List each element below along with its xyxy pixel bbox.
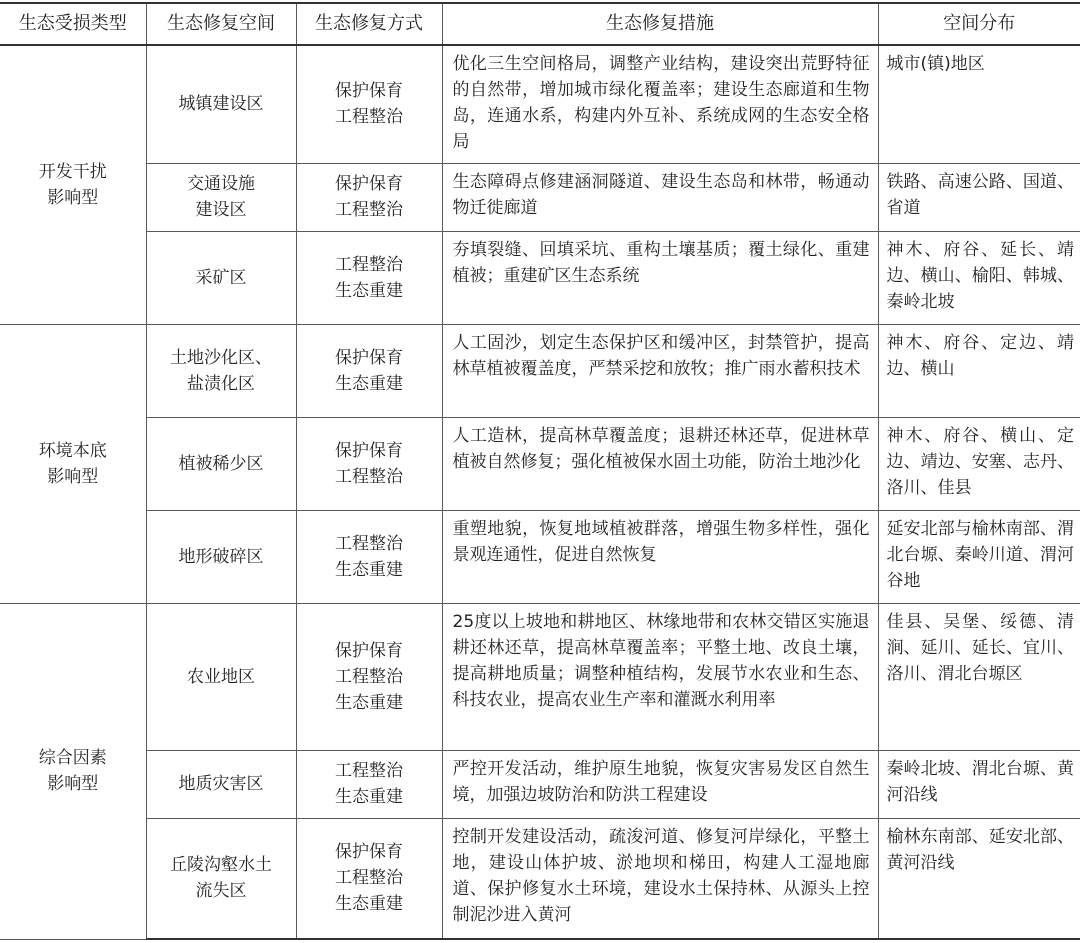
- table-row: [0, 417, 1080, 510]
- distribution-cell: 铁路、高速公路、国道、省道: [878, 163, 1080, 231]
- space-cell: 植被稀少区: [146, 417, 296, 510]
- distribution-cell: 延安北部与榆林南部、渭北台塬、秦岭川道、渭河谷地: [878, 510, 1080, 603]
- method-cell: 工程整治 生态重建: [296, 510, 442, 603]
- header-damage-type: 生态受损类型: [0, 3, 146, 45]
- distribution-cell: 榆林东南部、延安北部、黄河沿线: [878, 818, 1080, 939]
- measure-cell: 优化三生空间格局，调整产业结构，建设突出荒野特征的自然带，增加城市绿化覆盖率；建设生态廊道和生物岛，连通水系，构建内外互补、系统成网的生态安全格局: [442, 45, 878, 163]
- measure-cell: 25度以上坡地和耕地区、林缘地带和农林交错区实施退耕还林还草，提高林草覆盖率；平整土地、改良土壤，提高耕地质量；调整种植结构，发展节水农业和生态、科技农业，提高农业生产率和灌溉水利用率: [442, 603, 878, 750]
- table-row: [0, 231, 1080, 324]
- method-cell: 工程整治 生态重建: [296, 231, 442, 324]
- distribution-cell: 佳县、吴堡、绥德、清涧、延川、延长、宜川、洛川、渭北台塬区: [878, 603, 1080, 750]
- measure-cell: 控制开发建设活动，疏浚河道、修复河岸绿化，平整土地，建设山体护坡、淤地坝和梯田，构建人工湿地廊道、保护修复水土环境，建设水土保持林、从源头上控制泥沙进入黄河: [442, 818, 878, 939]
- table-row: [0, 163, 1080, 231]
- method-cell: 保护保育 生态重建: [296, 324, 442, 417]
- measure-cell: 人工造林，提高林草覆盖度；退耕还林还草，促进林草植被自然修复；强化植被保水固土功能，防治土地沙化: [442, 417, 878, 510]
- table-row: [0, 750, 1080, 818]
- distribution-cell: 神木、府谷、横山、定边、靖边、安塞、志丹、洛川、佳县: [878, 417, 1080, 510]
- method-cell: 保护保育 工程整治: [296, 163, 442, 231]
- method-cell: 保护保育 工程整治: [296, 417, 442, 510]
- table-row: [0, 603, 1080, 750]
- space-cell: 丘陵沟壑水土 流失区: [146, 818, 296, 939]
- distribution-cell: 秦岭北坡、渭北台塬、黄河沿线: [878, 750, 1080, 818]
- header-spatial-distribution: 空间分布: [878, 3, 1080, 45]
- method-cell: 保护保育 工程整治: [296, 45, 442, 163]
- table-header-row: [0, 3, 1080, 45]
- table-row: [0, 510, 1080, 603]
- space-cell: 土地沙化区、 盐渍化区: [146, 324, 296, 417]
- table-row: [0, 45, 1080, 163]
- distribution-cell: 城市(镇)地区: [878, 45, 1080, 163]
- measure-cell: 重塑地貌，恢复地域植被群落，增强生物多样性，强化景观连通性，促进自然恢复: [442, 510, 878, 603]
- damage-type-cell: 开发干扰 影响型: [0, 45, 146, 324]
- header-restoration-space: 生态修复空间: [146, 3, 296, 45]
- ecological-restoration-table: [0, 2, 1080, 940]
- damage-type-cell: 环境本底 影响型: [0, 324, 146, 603]
- method-cell: 保护保育 工程整治 生态重建: [296, 818, 442, 939]
- table-row: [0, 324, 1080, 417]
- space-cell: 农业地区: [146, 603, 296, 750]
- method-cell: 保护保育 工程整治 生态重建: [296, 603, 442, 750]
- space-cell: 地质灾害区: [146, 750, 296, 818]
- space-cell: 城镇建设区: [146, 45, 296, 163]
- distribution-cell: 神木、府谷、定边、靖边、横山: [878, 324, 1080, 417]
- measure-cell: 生态障碍点修建涵洞隧道、建设生态岛和林带，畅通动物迁徙廊道: [442, 163, 878, 231]
- header-restoration-measures: 生态修复措施: [442, 3, 878, 45]
- space-cell: 地形破碎区: [146, 510, 296, 603]
- measure-cell: 人工固沙，划定生态保护区和缓冲区，封禁管护，提高林草植被覆盖度，严禁采挖和放牧；推广雨水蓄积技术: [442, 324, 878, 417]
- distribution-cell: 神木、府谷、延长、靖边、横山、榆阳、韩城、秦岭北坡: [878, 231, 1080, 324]
- table-row: [0, 818, 1080, 939]
- space-cell: 采矿区: [146, 231, 296, 324]
- measure-cell: 夯填裂缝、回填采坑、重构土壤基质；覆土绿化、重建植被；重建矿区生态系统: [442, 231, 878, 324]
- method-cell: 工程整治 生态重建: [296, 750, 442, 818]
- measure-cell: 严控开发活动，维护原生地貌，恢复灾害易发区自然生境，加强边坡防治和防洪工程建设: [442, 750, 878, 818]
- damage-type-cell: 综合因素 影响型: [0, 603, 146, 939]
- space-cell: 交通设施 建设区: [146, 163, 296, 231]
- header-restoration-method: 生态修复方式: [296, 3, 442, 45]
